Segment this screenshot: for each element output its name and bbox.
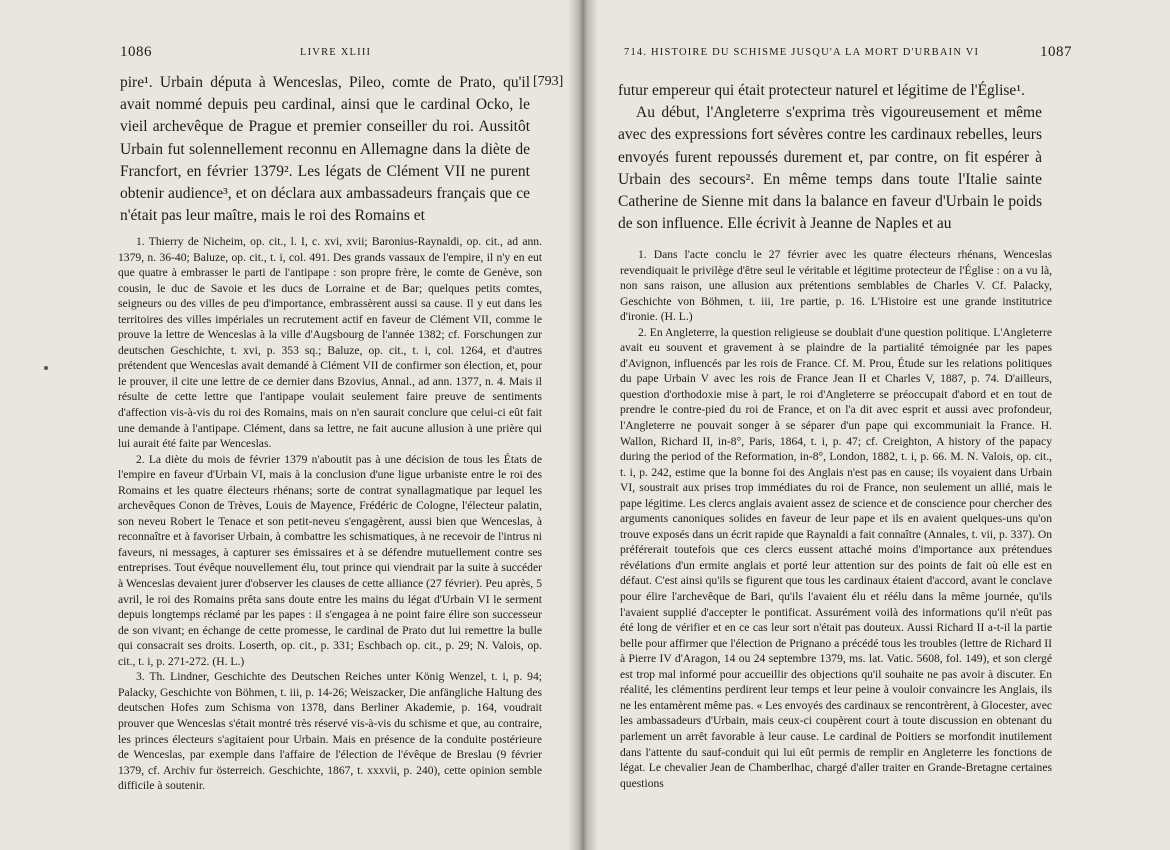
left-running-header [120,44,550,61]
left-footnote-3: 3. Th. Lindner, Geschichte des Deutschen Reiches unter König Wenzel, t. i, p. 94; Palacky, Geschichte von Böhmen, t. iii, p. 14-26; Weiszacker, Die anfängliche Haltung des deutschen Hofes zum Schisma von 1378, dans Berliner Akademie, p. 164, voudrait prouver que Wenceslas s'était montré très réservé vis-à-vis du schisme et que, au contraire, les princes électeurs s'agitaient pour Urbain. Mais en présence de la conduite postérieure de Wenceslas, par exemple dans l'affaire de l'élection de l'évêque de Breslau (9 février 1379, cf. Archiv fur österreich. Geschichte, 1867, t. xxxvii, p. 240), cette opinion semble difficile à soutenir. [118,670,542,793]
right-running-head: 714. HISTOIRE DU SCHISME JUSQU'A LA MORT D'URBAIN VI [624,47,980,58]
margin-reference: [793] [533,74,564,89]
left-footnote-2: 2. La diète du mois de février 1379 n'aboutit pas à une décision de tous les États de l'empire en faveur d'Urbain VI, mais à la conclusion d'une ligue urbaniste entre le roi des Romains et les quatre électeurs rhénans; sorte de contrat synallagmatique par lequel les archevêques Conon de Trèves, Louis de Mayence, Frédéric de Cologne, l'électeur palatin, son neveu Robert le Tenace et son petit-neveu s'engagèrent, aussi bien que Wenceslas, à reconnaître et à favoriser Urbain, à combattre les schismatiques, à ne recevoir de l'intrus ni faveurs, ni messages, à capturer ses émissaires et à se défendre mutuellement contre ses entreprises. Tout évêque nouvellement élu, tout prince qui viendrait par la suite à succéder à Wenceslas devaient jurer d'observer les clauses de cette alliance (27 février). Peu après, 5 avril, le roi des Romains prêta sans doute entre les mains du légat d'Urbain VI le serment depuis longtemps réclamé par les papes : il s'engagea à ne point faire élire son successeur de son vivant; en échange de cette promesse, le cardinal de Prato dut lui remettre la bulle qui consacrait ses droits. Loserth, op. cit., p. 331; Eschbach op. cit., p. 29; N. Valois, op. cit., t. i, p. 271-272. (H. L.) [118,452,542,668]
left-footnotes [118,234,542,794]
right-body-paragraph-1: futur empereur qui était protecteur naturel et légitime de l'Église¹. [618,82,1025,99]
left-body-paragraph: pire¹. Urbain députa à Wenceslas, Pileo, comte de Prato, qu'il avait nommé depuis peu cardinal, ainsi que le cardinal Ocko, le vieil archevêque de Prague et premier conseiller du roi. Aussitôt Urbain fut solennellement reconnu en Allemagne dans la diète de Francfort, en février 1379². Les légats de Clément VII ne purent obtenir audience³, et on déclara aux ambassadeurs français que ce n'était pas leur maître, mais le roi des Romains et [120,74,530,225]
left-footnote-1: 1. Thierry de Nicheim, op. cit., l. I, c. xvi, xvii; Baronius-Raynaldi, op. cit., ad ann. 1379, n. 36-40; Baluze, op. cit., t. i, col. 491. Des grands vassaux de l'empire, il n'y en eut que quatre à embrasser le parti de l'antipape : son propre frère, le comte de Genève, son cousin, le duc de Savoie et les ducs de Lorraine et de Bar; quelques petits comtes, seigneurs ou des villes de peu d'importance, embrassèrent aussi sa cause. Il y eut dans les territoires des villes impériales un recrutement actif en faveur de Clément VII, comme le prouve la lettre de Wenceslas à la ville d'Augsbourg de l'année 1382; cf. Forschungen zur deutschen Geschichte, t. xvi, p. 353 sq.; Baluze, op. cit., t. i, col. 1264, et d'autres prétendent que Wenceslas avait demandé à Clément VII de confirmer son élection, et, pour le prouver, il cite une lettre de ce dernier dans Bzovius, Annal., ad ann. 1377, n. 4. Mais il résulte de cette lettre que l'antipape voulait seulement faire preuve de sentiments d'affection vis-à-vis du roi des Romains, mais on n'en saurait conclure que celui-ci eût fait une demande à l'antipape. Clément, dans sa lettre, ne fait aucune allusion à une prière qui lui aurait été faite par Wenceslas. [118,235,542,451]
left-page [0,0,568,850]
left-running-head: LIVRE XLIII [300,47,372,58]
left-page-number: 1086 [120,44,152,60]
right-body-text [618,80,1042,235]
left-body-text [120,72,530,227]
scan-speck [44,366,48,370]
right-footnote-1: 1. Dans l'acte conclu le 27 février avec les quatre électeurs rhénans, Wenceslas revendiquait le privilège d'être seul le véritable et légitime protecteur de l'Église : on a vu là, non sans raison, une allusion aux prétentions semblables de Charles V. Cf. Palacky, Geschichte von Böhmen, t. iii, 1re partie, p. 16. L'Histoire est une grande institutrice d'ironie. (H. L.) [620,248,1052,324]
right-footnote-2: 2. En Angleterre, la question religieuse se doublait d'une question politique. L'Angleterre avait eu souvent et gravement à se plaindre de la partialité témoignée par les papes d'Avignon, influencés par les rois de France. Cf. M. Prou, Étude sur les relations politiques du pape Urbain V avec les rois de France Jean II et Charles V, 1887, p. 74. D'ailleurs, question d'orthodoxie mise à part, le roi d'Angleterre se préoccupait d'abord et en tout de prendre le contre-pied du roi de France, et on l'a dit avec esprit et aussi avec profondeur, l'Angleterre ne pouvait songer à se séparer d'un pape qui excommuniait la France. H. Wallon, Richard II, in-8°, Paris, 1864, t. i, p. 47; cf. Creighton, A history of the papacy during the period of the Reformation, in-8°, London, 1882, t. i, p. 66. M. N. Valois, op. cit., t. i, p. 242, estime que la bonne foi des Anglais n'est pas en cause; ils voyaient dans Urbain VI, soustrait aux prises trop immédiates du roi de France, non seulement un allié, mais le pape légitime. Les clercs anglais avaient assez de science et de conscience pour chercher des arguments canoniques solides en faveur de leur pape et ils en avaient quelques-uns qu'on trouve exposés dans un écrit rapide que Raynaldi a fait connaître (Annales, t. vii, p. 337). On préférerait toutefois que ces clercs eussent attaché moins d'importance aux prétendues révélations d'un ermite anglais et porté leur attention sur des points de fait où elle est en défaut. C'est ainsi qu'ils se figurent que tous les cardinaux étaient d'accord, avant le conclave pour élire l'archevêque de Bari, qu'ils l'avaient élu et réélu dans la même journée, qu'ils l'avaient supplié d'accepter le pontificat. Assurément voilà des informations qu'il n'eût pas été long de vérifier et en ce cas leur sort n'était pas douteux. Aussi Richard II a-t-il la partie belle pour affirmer que l'élection de Prignano a précédé tous les troubles (lettre de Richard II à Pierre IV d'Aragon, 14 ou 24 septembre 1379, ms. lat. Vatic. 5608, fol. 149), et son clergé est trop mal informé pour accueillir des objections qu'il souhaite ne pas avoir à discuter. En réalité, les clémentins perdirent leur temps et leur peine à vouloir convaincre les Anglais, ils ne les entamèrent même pas. « Les envoyés des cardinaux se rencontrèrent, à Glocester, avec les ambassadeurs d'Urbain, mais ceux-ci coupèrent court à toute discussion en obtenant du parlement un arrêt favorable à leur cause. Le cardinal de Poitiers se morfondit inutilement dans l'attente du sauf-conduit qui lui eût permis de remplir en Angleterre les fonctions de légat. Le chevalier Jean de Chamberlhac, chargé d'aller traiter en Grande-Bretagne certaines questions [620,325,1052,790]
right-page [598,0,1170,850]
right-body-paragraph-2: Au début, l'Angleterre s'exprima très vigoureusement et même avec des expressions fort sévères contre les cardinaux rebelles, leurs envoyés furent repoussés durement et, par contre, on fit espérer à Urbain des secours². En même temps dans toute l'Italie sainte Catherine de Sienne mit dans la balance en faveur d'Urbain le poids de son influence. Elle écrivit à Jeanne de Naples et au [618,104,1042,233]
book-gutter [568,0,598,850]
right-page-number: 1087 [1040,44,1072,60]
right-footnotes [620,247,1052,791]
